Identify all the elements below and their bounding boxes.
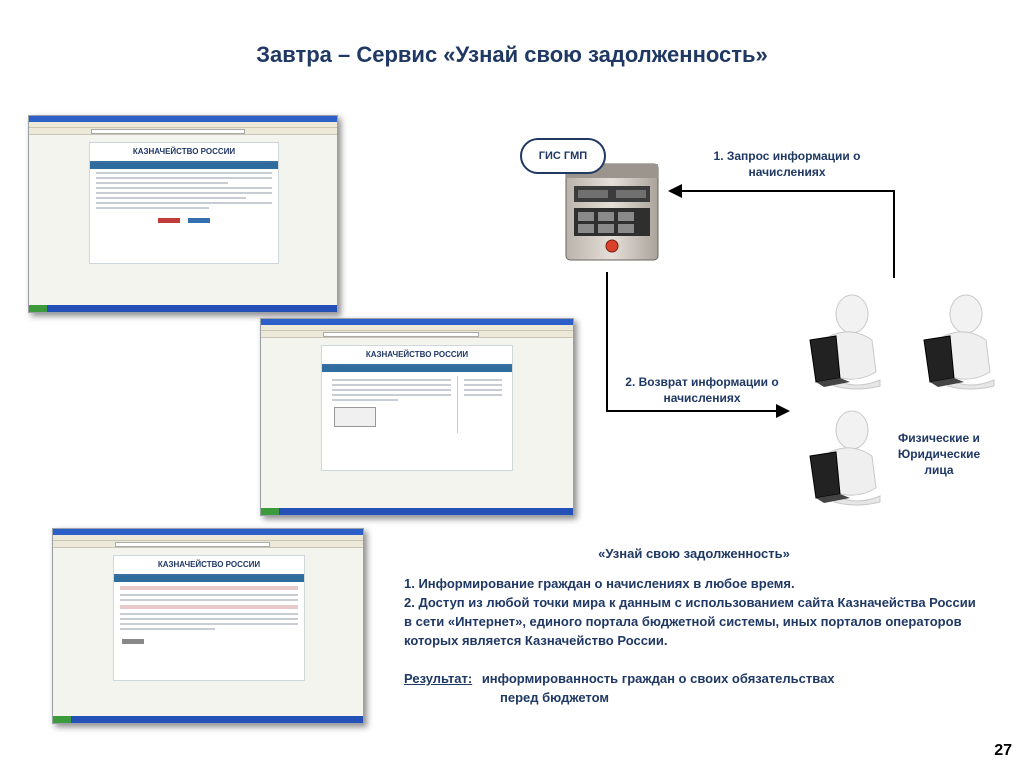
persons-label: Физические и Юридические лица: [897, 431, 981, 477]
result-label: Результат:: [404, 671, 473, 686]
person-laptop-icon: [806, 408, 882, 506]
return-label: 2. Возврат информации о начислениях: [625, 375, 779, 405]
benefits-block: [404, 574, 984, 707]
benefit-item-1: 1. Информирование граждан о начислениях в любое время.: [404, 576, 795, 591]
screenshot-1-header: КАЗНАЧЕЙСТВО РОССИИ: [90, 143, 278, 163]
person-laptop-icon: [806, 292, 882, 390]
screenshot-2: [260, 318, 574, 516]
return-arrow-head: [776, 404, 790, 418]
person-laptop-icon: [920, 292, 996, 390]
page-number: 27: [994, 742, 1012, 759]
slide-title: Завтра – Сервис «Узнай свою задолженность»: [256, 42, 768, 67]
benefits-heading: «Узнай свою задолженность»: [598, 546, 790, 561]
gis-gmp-label: ГИС ГМП: [538, 150, 588, 162]
request-arrow-horizontal: [678, 190, 895, 192]
result-text-line2: перед бюджетом: [500, 690, 610, 705]
request-arrow-vertical: [893, 190, 895, 278]
result-text-line1: информированность граждан о своих обязательствах: [481, 671, 835, 686]
return-arrow-vertical: [606, 272, 608, 412]
screenshot-3: [52, 528, 364, 724]
gis-gmp-cloud: [520, 138, 606, 174]
return-arrow-horizontal: [606, 410, 778, 412]
server-icon: [560, 160, 664, 264]
screenshot-1: [28, 115, 338, 313]
benefit-item-2: 2. Доступ из любой точки мира к данным с использованием сайта Казначейства России в сети «Интернет», единого портала бюджетной системы, иных порталов операторов которых является Казначейство России.: [404, 595, 976, 648]
screenshot-3-header: КАЗНАЧЕЙСТВО РОССИИ: [114, 556, 304, 576]
request-label: 1. Запрос информации о начислениях: [713, 149, 861, 179]
request-arrow-head: [668, 184, 682, 198]
screenshot-2-header: КАЗНАЧЕЙСТВО РОССИИ: [322, 346, 512, 366]
